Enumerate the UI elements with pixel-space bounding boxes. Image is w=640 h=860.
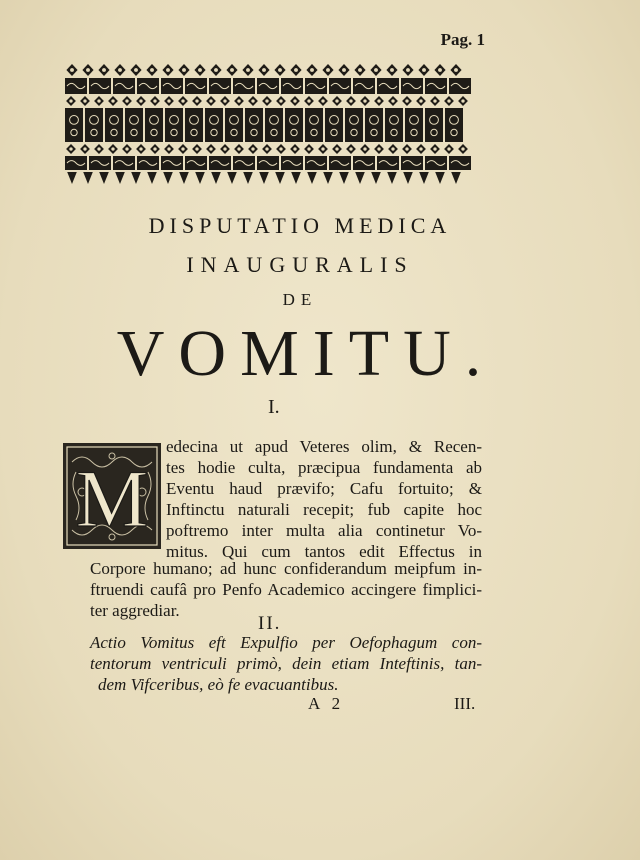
text-line: Eventu haud prævifo; Cafu fortuito; & (166, 479, 482, 498)
text-line: Corpore humano; ad hunc confiderandum meipfum in- (90, 559, 482, 578)
text-line: tentorum ventriculi primò, dein etiam Inteftinis, tan- (90, 654, 482, 673)
title-line-1: DISPUTATIO MEDICA (148, 213, 452, 238)
drop-cap-letter: M (75, 453, 149, 544)
text-line: mitus. Qui cum tantos edit Effectus in (166, 542, 482, 561)
title-line-2: INAUGURALIS (186, 252, 414, 277)
section-1-text-beside-cap (166, 436, 482, 561)
title-line-3: DE (282, 290, 318, 309)
section-2-text (90, 632, 482, 712)
title-main: VOMITU. (116, 317, 496, 390)
drop-cap-initial (62, 442, 162, 550)
text-line: dem Vifceribus, eò fe evacuantibus. (98, 675, 339, 694)
ornamental-headpiece (62, 62, 472, 188)
text-line: Inftinctu naturali recepit; fub capite hoc (166, 500, 482, 519)
section-1-text-full (90, 558, 482, 618)
text-line: Actio Vomitus eft Expulfio per Oefophagum con- (90, 633, 482, 652)
text-line: poftremo inter multa alia continetur Vo- (166, 521, 482, 540)
text-line: edecina ut apud Veteres olim, & Recen- (166, 437, 482, 456)
page-number: Pag. 1 (440, 30, 485, 49)
text-line: ter aggrediar. (90, 601, 180, 620)
text-line: tes hodie culta, præcipua fundamenta ab (166, 458, 482, 477)
section-number-1: I. (268, 396, 280, 418)
catchword: III. (454, 694, 476, 713)
section-number-2: II. (258, 613, 282, 634)
signature-mark: A 2 (308, 694, 345, 713)
text-line: ftruendi caufâ pro Penfo Academico accingere fimplici- (90, 580, 482, 599)
